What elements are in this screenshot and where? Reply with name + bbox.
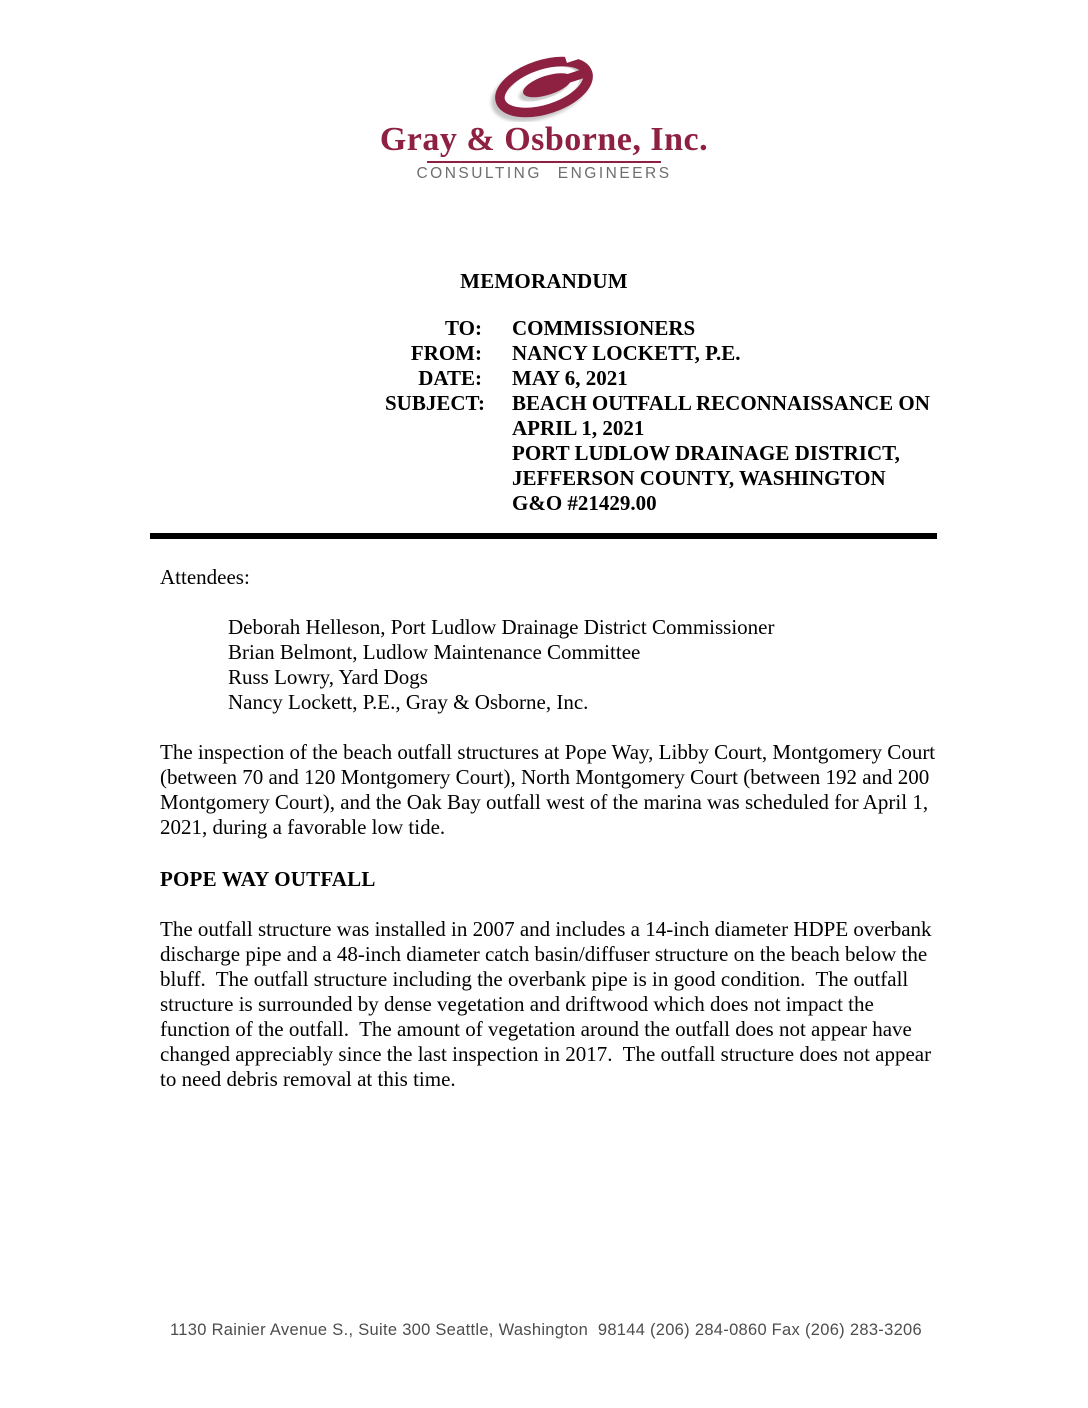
attendee-item: Brian Belmont, Ludlow Maintenance Committee <box>228 639 641 664</box>
subject-line: BEACH OUTFALL RECONNAISSANCE ON <box>512 390 930 415</box>
footer-city-state-zip: Seattle, Washington 98144 <box>435 1321 646 1339</box>
attendees-label: Attendees: <box>160 564 250 589</box>
go-swirl-monogram-icon <box>479 52 609 122</box>
attendee-item: Nancy Lockett, P.E., Gray & Osborne, Inc. <box>228 689 589 714</box>
memo-field-value-subject <box>512 391 952 516</box>
intro-paragraph: The inspection of the beach outfall structures at Pope Way, Libby Court, Montgomery Court (between 70 and 120 Montgomery Court), North Montgomery Court (between 192 and 200 Montgomery Court), and the Oak Bay outfall west of the marina was scheduled for April 1, 2021, during a favorable low tide. <box>160 739 941 839</box>
memo-header-fields <box>385 316 1088 516</box>
attendee-item: Deborah Helleson, Port Ludlow Drainage District Commissioner <box>228 614 775 639</box>
attendee-item: Russ Lowry, Yard Dogs <box>228 664 428 689</box>
section-heading-pope-way: POPE WAY OUTFALL <box>160 866 376 891</box>
header-divider-rule <box>150 533 937 539</box>
memo-field-value-to: COMMISSIONERS <box>512 315 696 340</box>
memo-field-label-date: DATE: <box>418 365 482 390</box>
memo-field-label-to: TO: <box>445 315 482 340</box>
memo-field-label-from: FROM: <box>410 340 482 365</box>
attendee-list <box>160 615 938 715</box>
memo-body <box>160 564 941 1092</box>
subject-line: JEFFERSON COUNTY, WASHINGTON <box>512 465 886 490</box>
subject-line: PORT LUDLOW DRAINAGE DISTRICT, <box>512 440 900 465</box>
company-name: Gray & Osborne, Inc. <box>379 121 709 158</box>
page-footer <box>170 1321 922 1340</box>
footer-address: 1130 Rainier Avenue S., Suite 300 <box>170 1321 431 1339</box>
memo-title: MEMORANDUM <box>460 268 628 293</box>
memo-field-label-subject: SUBJECT: <box>385 390 485 415</box>
memo-field-value-from: NANCY LOCKETT, P.E. <box>512 340 741 365</box>
letterhead <box>0 0 1088 183</box>
footer-fax: Fax (206) 283-3206 <box>771 1321 922 1339</box>
footer-phone: (206) 284-0860 <box>649 1321 767 1339</box>
company-tagline: CONSULTING ENGINEERS <box>416 164 672 182</box>
company-underline <box>427 161 661 163</box>
subject-line: APRIL 1, 2021 <box>512 415 645 440</box>
memo-field-value-date: MAY 6, 2021 <box>512 365 628 390</box>
pope-way-paragraph: The outfall structure was installed in 2007 and includes a 14-inch diameter HDPE overbank discharge pipe and a 48-inch diameter catch basin/diffuser structure on the beach below the bluff. The outfall structure including the overbank pipe is in good condition. The outfall structure is surrounded by dense vegetation and driftwood which does not impact the function of the outfall. The amount of vegetation around the outfall does not appear have changed appreciably since the last inspection in 2017. The outfall structure does not appear to need debris removal at this time. <box>160 916 937 1091</box>
subject-line: G&O #21429.00 <box>512 490 657 515</box>
